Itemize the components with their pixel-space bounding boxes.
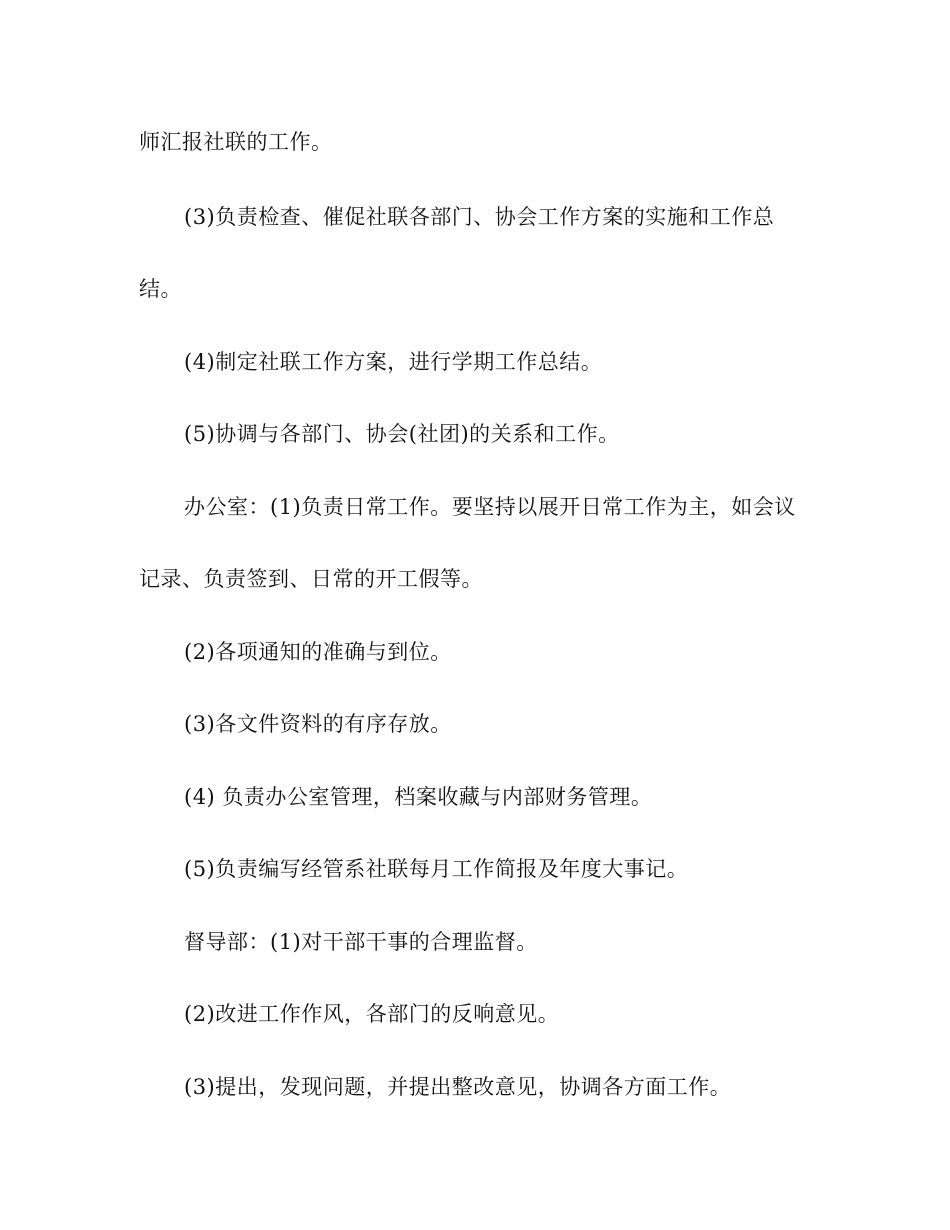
paragraph-line: 办公室：(1)负责日常工作。要坚持以展开日常工作为主，如会议 xyxy=(184,495,796,519)
paragraph-line: 师汇报社联的工作。 xyxy=(139,130,333,154)
paragraph-line: (5)协调与各部门、协会(社团)的关系和工作。 xyxy=(184,422,620,446)
paragraph-line: 督导部：(1)对干部干事的合理监督。 xyxy=(184,930,538,954)
paragraph-line: (4) 负责办公室管理，档案收藏与内部财务管理。 xyxy=(184,785,653,809)
paragraph-line: (3)提出，发现问题，并提出整改意见，协调各方面工作。 xyxy=(184,1075,732,1099)
paragraph-line: 记录、负责签到、日常的开工假等。 xyxy=(139,567,483,591)
paragraph-line: (5)负责编写经管系社联每月工作简报及年度大事记。 xyxy=(184,857,689,881)
paragraph-line: (2)改进工作作风，各部门的反响意见。 xyxy=(184,1002,560,1026)
paragraph-line: (3)各文件资料的有序存放。 xyxy=(184,712,452,736)
paragraph-line: (4)制定社联工作方案，进行学期工作总结。 xyxy=(184,350,603,374)
paragraph-line: (2)各项通知的准确与到位。 xyxy=(184,640,452,664)
paragraph-line: (3)负责检查、催促社联各部门、协会工作方案的实施和工作总 xyxy=(184,205,775,229)
paragraph-line: 结。 xyxy=(139,277,182,301)
